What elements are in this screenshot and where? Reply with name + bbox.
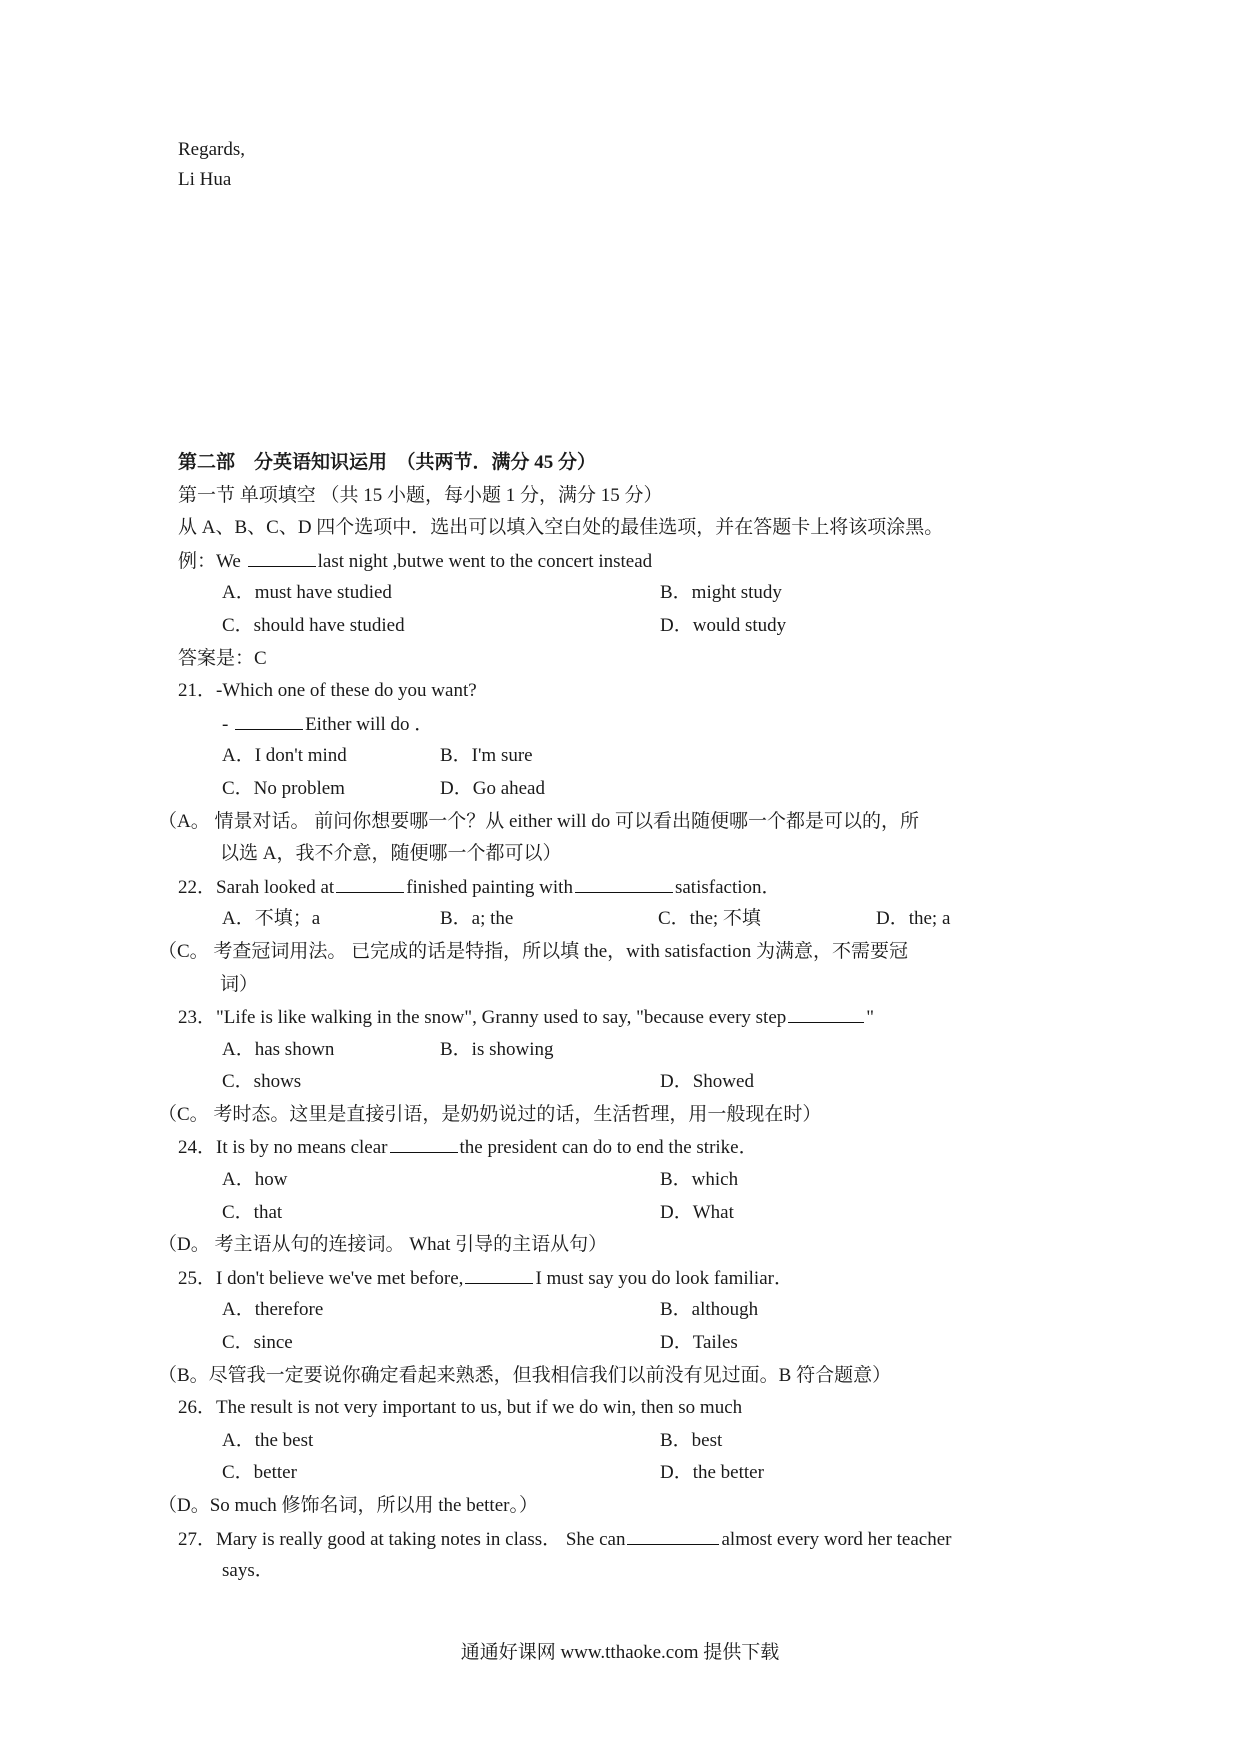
- question-21: [178, 675, 1078, 708]
- options-row: [178, 1457, 1078, 1490]
- question-stem: Sarah looked at: [216, 876, 335, 898]
- example-options-row: [178, 610, 1078, 643]
- answer-blank: [627, 1523, 719, 1545]
- example-stem: [178, 545, 1078, 578]
- question-stem: the president can do to end the strike．: [459, 1137, 758, 1159]
- options-row: [178, 1425, 1078, 1458]
- question-26: [178, 1392, 1078, 1425]
- closing-name: Li Hua: [178, 169, 232, 190]
- option-a: A．must have studied: [222, 582, 392, 604]
- option-b: B．which: [660, 1169, 739, 1191]
- option-c: C．should have studied: [222, 614, 405, 636]
- exam-content: [158, 447, 1078, 1588]
- options-row: [178, 773, 1078, 806]
- answer-explanation: （C。 考查冠词用法。 已完成的话是特指，所以填 the，with satisfaction 为满意，不需要冠: [158, 940, 908, 962]
- answer-blank: [465, 1262, 533, 1284]
- answer-explanation-cont: 词）: [220, 973, 259, 995]
- question-number: 23．: [178, 1007, 217, 1029]
- closing: [178, 135, 245, 195]
- option-b: B．is showing: [440, 1038, 554, 1060]
- option-d: D．Showed: [660, 1071, 754, 1093]
- question-number: 27．: [178, 1528, 217, 1550]
- option-c: C．since: [222, 1332, 293, 1354]
- question-stem: -Which one of these do you want?: [216, 680, 477, 702]
- options-row: [178, 1327, 1078, 1360]
- question-stem: I must say you do look familiar．: [535, 1267, 793, 1289]
- question-21-reply: [178, 708, 1078, 741]
- answer-blank: [336, 871, 404, 893]
- option-d: D．the; a: [876, 908, 951, 930]
- option-a: A．the best: [222, 1429, 314, 1451]
- option-d: D．the better: [660, 1462, 764, 1484]
- question-stem: It is by no means clear: [216, 1137, 388, 1159]
- answer-explanation: （C。 考时态。这里是直接引语，是奶奶说过的话，生活哲理，用一般现在时）: [158, 1103, 822, 1125]
- answer-blank: [575, 871, 673, 893]
- option-b: B．a; the: [440, 908, 514, 930]
- option-c: C．the; 不填: [658, 908, 761, 930]
- answer-blank: [248, 545, 316, 567]
- options-row: [178, 740, 1078, 773]
- example-stem-pre: 例：We: [178, 550, 246, 572]
- closing-regards: Regards,: [178, 139, 246, 160]
- option-a: A．不填；a: [222, 908, 321, 930]
- answer-explanation: （D。So much 修饰名词，所以用 the better。）: [158, 1495, 538, 1516]
- section-instruction: 从 A、B、C、D 四个选项中．选出可以填入空白处的最佳选项，并在答题卡上将该项涂黑。: [178, 517, 944, 539]
- example-options-row: [178, 577, 1078, 610]
- question-stem: I don't believe we've met before,: [216, 1267, 464, 1289]
- answer-blank: [788, 1001, 864, 1023]
- answer-blank: [235, 708, 303, 730]
- section-subtitle: 第一节 单项填空 （共 15 小题，每小题 1 分，满分 15 分）: [178, 484, 663, 506]
- option-a: A．therefore: [222, 1299, 324, 1321]
- options-row: [178, 1294, 1078, 1327]
- question-number: 25．: [178, 1267, 217, 1289]
- question-stem: ": [866, 1007, 875, 1029]
- answer-explanation: （A。 情景对话。 前问你想要哪一个？从 either will do 可以看出随便哪一个都是可以的，所: [158, 810, 920, 832]
- question-stem: almost every word her teacher: [721, 1528, 952, 1550]
- question-27-cont: says．: [222, 1560, 274, 1582]
- question-stem: The result is not very important to us, but if we do win, then so much: [216, 1397, 743, 1419]
- option-b: B．although: [660, 1299, 759, 1321]
- answer-explanation: （D。 考主语从句的连接词。 What 引导的主语从句）: [158, 1234, 608, 1256]
- options-row: [178, 1066, 1078, 1099]
- question-number: 21．: [178, 680, 217, 702]
- question-number: 24．: [178, 1137, 217, 1159]
- question-number: 22．: [178, 876, 217, 898]
- options-row: [178, 1034, 1078, 1067]
- option-c: C．shows: [222, 1071, 302, 1093]
- reply-text: Either will do ．: [305, 713, 434, 735]
- option-d: D．What: [660, 1201, 734, 1223]
- question-24: [178, 1131, 1078, 1164]
- options-row: [178, 1164, 1078, 1197]
- question-number: 26．: [178, 1397, 217, 1419]
- example-stem-post: last night ,butwe went to the concert instead: [317, 550, 653, 572]
- option-b: B．best: [660, 1429, 723, 1451]
- question-stem: satisfaction．: [674, 876, 781, 898]
- option-a: A．how: [222, 1169, 288, 1191]
- question-stem: Mary is really good at taking notes in class． She can: [216, 1528, 626, 1550]
- option-b: B．I'm sure: [440, 745, 533, 767]
- question-27: [178, 1523, 1078, 1556]
- reply-dash: -: [222, 713, 234, 735]
- question-25: [178, 1262, 1078, 1295]
- option-c: C．that: [222, 1201, 283, 1223]
- option-a: A．has shown: [222, 1038, 335, 1060]
- question-23: [178, 1001, 1078, 1034]
- options-row: [178, 1197, 1078, 1230]
- option-a: A．I don't mind: [222, 745, 347, 767]
- answer-blank: [390, 1131, 458, 1153]
- answer-explanation-cont: 以选 A，我不介意，随便哪一个都可以）: [220, 843, 562, 865]
- section-title: 第二部 分英语知识运用 （共两节．满分 45 分）: [178, 452, 597, 473]
- question-stem: "Life is like walking in the snow", Granny used to say, "because every step: [216, 1007, 787, 1029]
- option-d: D．Tailes: [660, 1332, 738, 1354]
- question-stem: finished painting with: [406, 876, 573, 898]
- options-row: [178, 903, 1078, 936]
- question-22: [178, 871, 1078, 904]
- option-d: D．would study: [660, 614, 787, 636]
- page-footer: 通通好课网 www.tthaoke.com 提供下载: [460, 1642, 780, 1663]
- option-b: B．might study: [660, 582, 782, 604]
- option-c: C．No problem: [222, 777, 345, 799]
- answer-explanation: （B。尽管我一定要说你确定看起来熟悉，但我相信我们以前没有见过面。B 符合题意）: [158, 1364, 892, 1386]
- option-c: C．better: [222, 1462, 297, 1484]
- example-answer: 答案是：C: [178, 647, 267, 669]
- option-d: D．Go ahead: [440, 777, 545, 799]
